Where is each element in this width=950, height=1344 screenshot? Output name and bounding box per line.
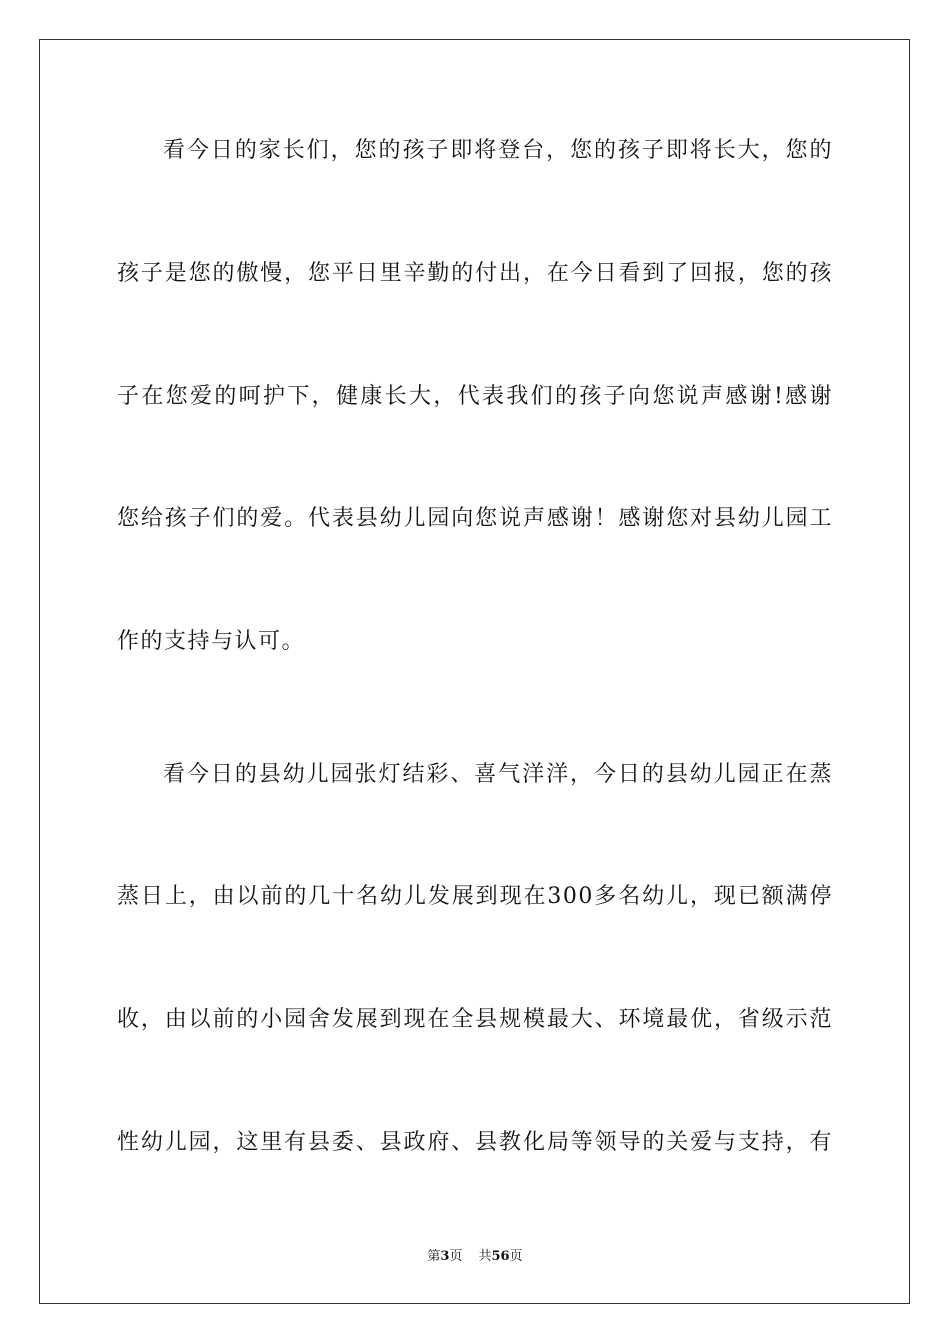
paragraph-2-line-4: 性幼儿园，这里有县委、县政府、县教化局等领导的关爱与支持，有 — [117, 1130, 833, 1155]
paragraph-2-line-2: 蒸日上，由以前的几十名幼儿发展到现在300多名幼儿，现已额满停 — [117, 884, 833, 909]
paragraph-2-line-1: 看今日的县幼儿园张灯结彩、喜气洋洋，今日的县幼儿园正在蒸 — [163, 762, 833, 787]
total-label-prefix: 共 — [478, 1249, 492, 1264]
page-number: 3 — [440, 1249, 450, 1264]
page-label-prefix: 第 — [427, 1249, 441, 1264]
paragraph-1-line-3: 子在您爱的呵护下，健康长大，代表我们的孩子向您说声感谢!感谢 — [117, 384, 833, 409]
paragraph-1-line-1: 看今日的家长们，您的孩子即将登台，您的孩子即将长大，您的 — [163, 138, 833, 163]
paragraph-2-line-3: 收，由以前的小园舍发展到现在全县规模最大、环境最优，省级示范 — [117, 1007, 833, 1032]
page-border — [39, 39, 910, 1304]
page-footer — [0, 1248, 950, 1266]
page-label-suffix: 页 — [449, 1249, 463, 1264]
paragraph-1-line-2: 孩子是您的傲慢，您平日里辛勤的付出，在今日看到了回报，您的孩 — [117, 261, 833, 286]
paragraph-1-line-5: 作的支持与认可。 — [117, 629, 306, 654]
paragraph-1-line-4: 您给孩子们的爱。代表县幼儿园向您说声感谢！感谢您对县幼儿园工 — [117, 506, 833, 531]
total-label-suffix: 页 — [509, 1249, 523, 1264]
total-pages: 56 — [491, 1249, 510, 1264]
